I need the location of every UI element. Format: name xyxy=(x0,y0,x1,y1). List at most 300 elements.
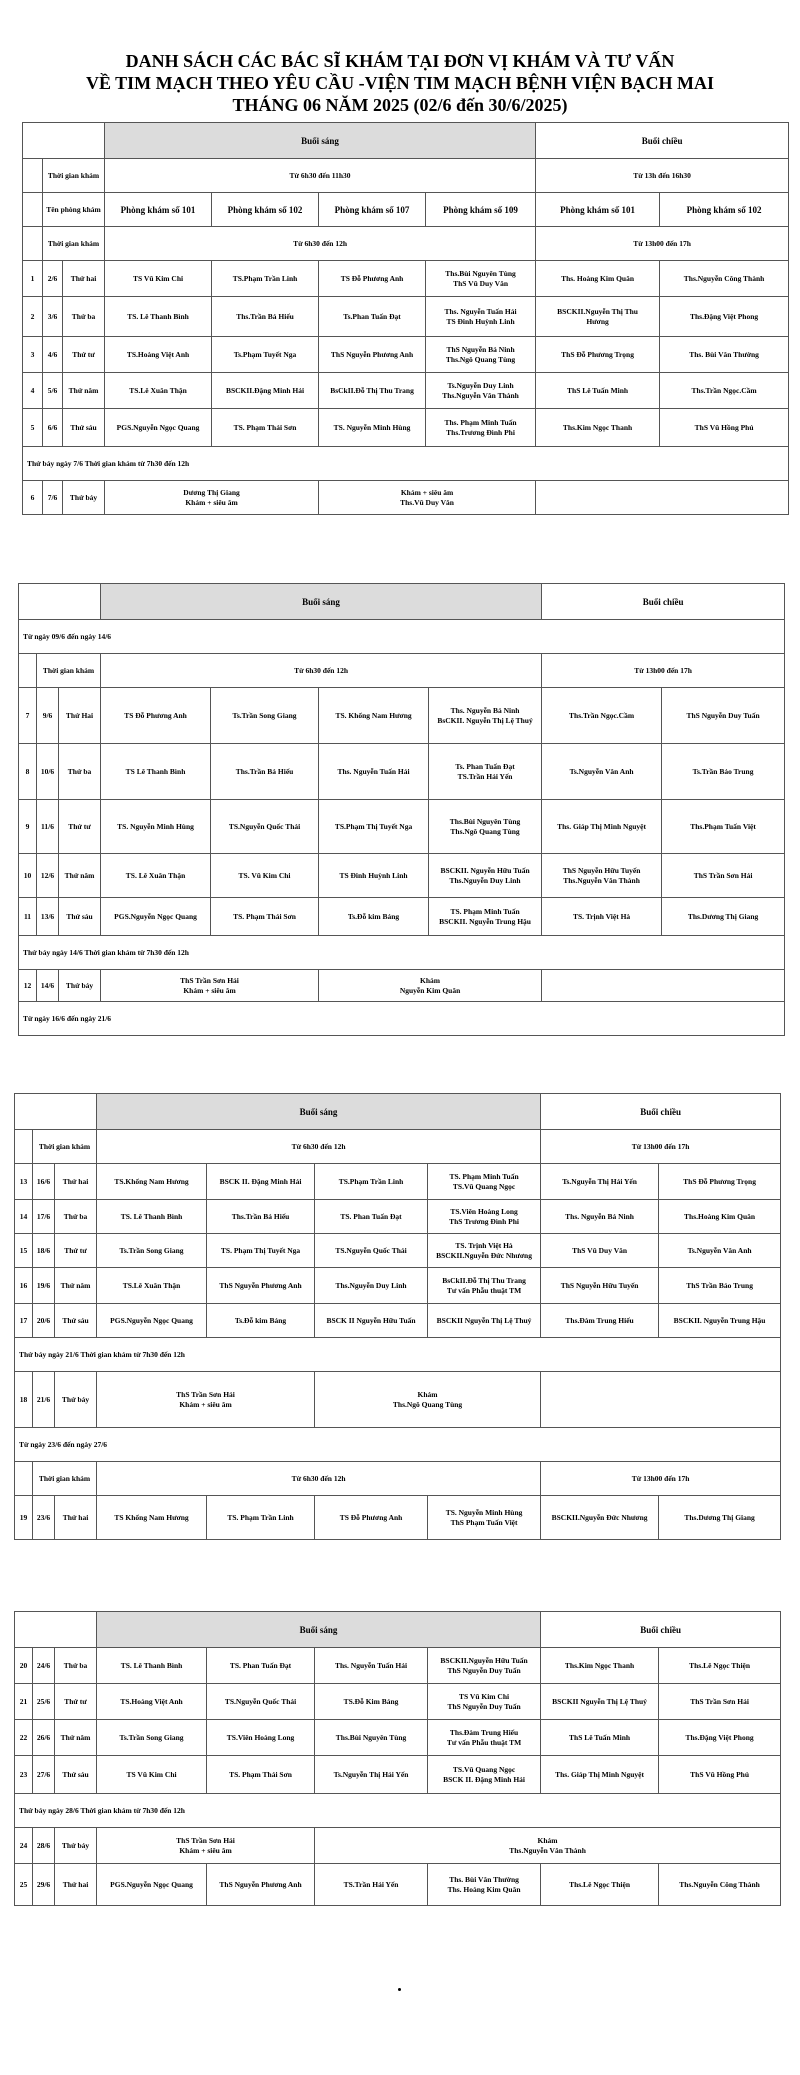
doctor-cell: Ts.Nguyễn Văn Anh xyxy=(542,744,662,800)
doctor-cell: ThS Nguyễn Duy Tuấn xyxy=(662,688,785,744)
doctor-cell xyxy=(429,898,542,936)
row-date: 4/6 xyxy=(43,337,63,373)
row-date: 6/6 xyxy=(43,409,63,447)
doctor-cell: Ts.Phạm Tuyết Nga xyxy=(212,337,319,373)
row-day: Thứ năm xyxy=(59,854,101,898)
row-date: 13/6 xyxy=(37,898,59,936)
table-row xyxy=(15,1864,781,1906)
doctor-line: BSCK II. Đặng Minh Hải xyxy=(443,1774,525,1784)
time-am: Từ 6h30 đến 11h30 xyxy=(105,159,536,193)
doctor-line: Ths.Ngô Quang Tùng xyxy=(392,1399,463,1409)
doctor-cell xyxy=(428,1496,541,1540)
doctor-cell xyxy=(97,1372,315,1428)
empty-header xyxy=(19,584,101,620)
row-no: 18 xyxy=(15,1372,33,1428)
doctor-cell xyxy=(315,1828,781,1864)
doctor-cell: TS Vũ Kim Chi xyxy=(97,1756,207,1794)
doctor-cell: TS Đỗ Phương Anh xyxy=(319,261,426,297)
row-date: 7/6 xyxy=(43,481,63,515)
doctor-cell: ThS Nguyễn Hữu Tuyến xyxy=(541,1268,659,1304)
row-no: 15 xyxy=(15,1234,33,1268)
row-no: 24 xyxy=(15,1828,33,1864)
doctor-cell: Ths.Kim Ngọc Thanh xyxy=(536,409,660,447)
room-pm-101: Phòng khám số 101 xyxy=(536,193,660,227)
doctor-cell: BSCKII.Nguyễn Đức Nhương xyxy=(541,1496,659,1540)
doctor-cell xyxy=(428,1864,541,1906)
doctor-cell xyxy=(429,854,542,898)
doctor-line: ThS Trần Sơn Hải xyxy=(180,975,239,985)
doctor-cell: PGS.Nguyễn Ngọc Quang xyxy=(101,898,211,936)
doctor-cell: ThS Trần Sơn Hải xyxy=(662,854,785,898)
row-day: Thứ sáu xyxy=(55,1304,97,1338)
doctor-cell xyxy=(105,481,319,515)
morning-header: Buổi sáng xyxy=(97,1612,541,1648)
doctor-cell: Ths.Kim Ngọc Thanh xyxy=(541,1648,659,1684)
doctor-cell xyxy=(429,688,542,744)
empty-cell xyxy=(536,481,789,515)
doctor-line: ThS Trương Đình Phi xyxy=(449,1216,519,1226)
row-date: 21/6 xyxy=(33,1372,55,1428)
row-date: 17/6 xyxy=(33,1200,55,1234)
row-no: 6 xyxy=(23,481,43,515)
row-day: Thứ hai xyxy=(55,1864,97,1906)
doctor-cell: TS Đỗ Phương Anh xyxy=(315,1496,428,1540)
row-no: 11 xyxy=(19,898,37,936)
blank-cell xyxy=(15,1462,33,1496)
doctor-cell: Ts.Trần Song Giang xyxy=(97,1234,207,1268)
row-date: 9/6 xyxy=(37,688,59,744)
doctor-cell xyxy=(319,970,542,1002)
doctor-cell: TS. Nguyễn Minh Hùng xyxy=(101,800,211,854)
doctor-line: Tư vấn Phẫu thuật TM xyxy=(446,1737,522,1747)
row-date: 29/6 xyxy=(33,1864,55,1906)
doctor-cell: ThS Trần Sơn Hải xyxy=(659,1684,781,1720)
table-row xyxy=(15,1756,781,1794)
doctor-cell: TS. Lê Thanh Bình xyxy=(97,1648,207,1684)
doctor-cell: TS Vũ Kim Chi xyxy=(105,261,212,297)
doctor-cell xyxy=(426,261,536,297)
doctor-cell: PGS.Nguyễn Ngọc Quang xyxy=(105,409,212,447)
table-row xyxy=(15,1828,781,1864)
row-day: Thứ sáu xyxy=(59,898,101,936)
time-pm: Từ 13h00 đến 17h xyxy=(541,1130,781,1164)
doctor-cell: Ths.Nguyễn Công Thành xyxy=(660,261,789,297)
page-dot xyxy=(398,1988,401,1991)
note-line: Khám xyxy=(420,975,441,985)
blank-cell xyxy=(23,159,43,193)
doctor-cell: Ths.Đặng Việt Phong xyxy=(660,297,789,337)
row-no: 19 xyxy=(15,1496,33,1540)
doctor-cell: ThS Đỗ Phương Trọng xyxy=(659,1164,781,1200)
doctor-line: Ths.Đàm Trung Hiếu xyxy=(449,1727,519,1737)
row-day: Thứ bảy xyxy=(55,1828,97,1864)
doctor-line: TS Vũ Kim Chi xyxy=(459,1691,510,1701)
room-am-109: Phòng khám số 109 xyxy=(426,193,536,227)
row-day: Thứ sáu xyxy=(55,1756,97,1794)
doctor-cell: Ts.Nguyễn Văn Anh xyxy=(659,1234,781,1268)
doctor-cell xyxy=(101,970,319,1002)
doctor-cell: Ths. Bùi Văn Thường xyxy=(660,337,789,373)
doctor-cell: ThS Lê Tuấn Minh xyxy=(541,1720,659,1756)
doctor-cell xyxy=(428,1164,541,1200)
time-pm: Từ 13h00 đến 17h xyxy=(541,1462,781,1496)
schedule-table-1 xyxy=(22,122,789,515)
doctor-line: Ths.Nguyễn Duy Linh xyxy=(449,875,521,885)
doctor-line: Ths. Hoàng Kim Quân xyxy=(447,1884,521,1894)
doctor-cell: ThS Vũ Duy Văn xyxy=(541,1234,659,1268)
row-no: 12 xyxy=(19,970,37,1002)
doctor-cell: Ths.Dương Thị Giang xyxy=(662,898,785,936)
blank-cell xyxy=(23,227,43,261)
time-pm: Từ 13h đến 16h30 xyxy=(536,159,789,193)
doctor-cell: PGS.Nguyễn Ngọc Quang xyxy=(97,1304,207,1338)
doctor-line: Ths. Phạm Minh Tuấn xyxy=(444,417,517,427)
doctor-cell: BSCKII. Nguyễn Trung Hậu xyxy=(659,1304,781,1338)
doctor-line: Ths. Nguyễn Bá Ninh xyxy=(450,705,520,715)
table-row xyxy=(23,373,789,409)
morning-header: Buổi sáng xyxy=(105,123,536,159)
row-no: 17 xyxy=(15,1304,33,1338)
doctor-cell: Ths.Đặng Việt Phong xyxy=(659,1720,781,1756)
afternoon-header: Buổi chiều xyxy=(541,1094,781,1130)
table-row xyxy=(23,409,789,447)
row-no: 4 xyxy=(23,373,43,409)
doctor-cell: TS.Phạm Thị Tuyết Nga xyxy=(319,800,429,854)
doctor-line: Ths.Nguyễn Văn Thành xyxy=(563,875,640,885)
doctor-line: ThS Vũ Duy Văn xyxy=(453,278,509,288)
row-date: 20/6 xyxy=(33,1304,55,1338)
doctor-cell: TS.Nguyễn Quốc Thái xyxy=(211,800,319,854)
doctor-line: TS. Trịnh Việt Hà xyxy=(455,1240,513,1250)
doctor-cell: TS.Lê Xuân Thận xyxy=(105,373,212,409)
doctor-cell: Ths. Nguyễn Bá Ninh xyxy=(541,1200,659,1234)
row-day: Thứ ba xyxy=(59,744,101,800)
row-day: Thứ bảy xyxy=(59,970,101,1002)
table-row xyxy=(15,1496,781,1540)
empty-header xyxy=(23,123,105,159)
table-row xyxy=(19,854,785,898)
doctor-cell: Ts.Đỗ kim Bảng xyxy=(319,898,429,936)
row-day: Thứ bảy xyxy=(63,481,105,515)
row-no: 13 xyxy=(15,1164,33,1200)
doctor-line: Ths.Trương Đình Phi xyxy=(446,427,515,437)
row-date: 14/6 xyxy=(37,970,59,1002)
date-range: Từ ngày 16/6 đến ngày 21/6 xyxy=(19,1002,785,1036)
blank-cell xyxy=(23,193,43,227)
schedule-table-2 xyxy=(18,583,785,1036)
doctor-line: Ths.Bùi Nguyên Tùng xyxy=(449,816,521,826)
doctor-cell: TS.Phạm Trần Linh xyxy=(315,1164,428,1200)
doctor-cell xyxy=(428,1648,541,1684)
doctor-cell xyxy=(428,1756,541,1794)
doctor-cell xyxy=(319,481,536,515)
note-line: Khám + siêu âm xyxy=(185,497,238,507)
doctor-line: TS.Vũ Quang Ngọc xyxy=(452,1181,516,1191)
doctor-cell: Ts.Nguyễn Thị Hải Yến xyxy=(541,1164,659,1200)
table-row xyxy=(15,1234,781,1268)
doctor-cell: Ths.Đàm Trung Hiếu xyxy=(541,1304,659,1338)
row-day: Thứ hai xyxy=(55,1164,97,1200)
doctor-cell: Ts.Đỗ kim Bảng xyxy=(207,1304,315,1338)
doctor-line: ThS Nguyễn Duy Tuấn xyxy=(447,1701,521,1711)
doctor-cell: Ts.Trần Bảo Trung xyxy=(662,744,785,800)
doctor-line: BSCKII. Nguyễn Trung Hậu xyxy=(439,916,531,926)
doctor-cell xyxy=(429,744,542,800)
row-day: Thứ tư xyxy=(55,1684,97,1720)
doctor-cell: Ths.Trần Ngọc.Cầm xyxy=(660,373,789,409)
doctor-cell: TS.Trần Hải Yến xyxy=(315,1864,428,1906)
time-label: Thời gian khám xyxy=(43,227,105,261)
row-date: 24/6 xyxy=(33,1648,55,1684)
row-no: 10 xyxy=(19,854,37,898)
row-no: 9 xyxy=(19,800,37,854)
row-day: Thứ tư xyxy=(55,1234,97,1268)
note-line: Khám xyxy=(417,1389,438,1399)
doctor-line: TS. Phạm Minh Tuấn xyxy=(450,906,520,916)
doctor-line: Dương Thị Giang xyxy=(183,487,240,497)
doctor-line: ThS Nguyễn Duy Tuấn xyxy=(447,1665,521,1675)
room-am-107: Phòng khám số 107 xyxy=(319,193,426,227)
row-day: Thứ năm xyxy=(55,1720,97,1756)
row-date: 19/6 xyxy=(33,1268,55,1304)
time-label: Thời gian khám xyxy=(33,1130,97,1164)
row-date: 18/6 xyxy=(33,1234,55,1268)
doctor-cell: Ths.Trần Ngọc.Cầm xyxy=(542,688,662,744)
room-am-102: Phòng khám số 102 xyxy=(212,193,319,227)
note-line: Khám + siêu âm xyxy=(183,985,236,995)
note-line: Khám + siêu âm xyxy=(179,1399,232,1409)
afternoon-header: Buổi chiều xyxy=(536,123,789,159)
doctor-cell: Ths. Nguyễn Tuấn Hải xyxy=(319,744,429,800)
note-line: Khám + siêu âm xyxy=(400,487,454,497)
doctor-cell: ThS Vũ Hồng Phú xyxy=(659,1756,781,1794)
doc-title-line2: VỀ TIM MẠCH THEO YÊU CẦU -VIỆN TIM MẠCH BỆNH VIỆN BẠCH MAI xyxy=(85,73,715,93)
doctor-line: BsCKII. Nguyễn Thị Lệ Thuý xyxy=(437,715,533,725)
row-day: Thứ ba xyxy=(63,297,105,337)
afternoon-header: Buổi chiều xyxy=(542,584,785,620)
doctor-line: ThS Phạm Tuấn Việt xyxy=(450,1517,518,1527)
note-line: Khám xyxy=(537,1835,558,1845)
row-day: Thứ ba xyxy=(55,1648,97,1684)
row-date: 12/6 xyxy=(37,854,59,898)
table-row xyxy=(15,1304,781,1338)
doctor-cell: TS.Nguyễn Quốc Thái xyxy=(315,1234,428,1268)
doctor-cell xyxy=(428,1268,541,1304)
row-date: 10/6 xyxy=(37,744,59,800)
time-am: Từ 6h30 đến 12h xyxy=(101,654,542,688)
saturday-note: Thứ bảy ngày 7/6 Thời gian khám từ 7h30 đến 12h xyxy=(23,447,789,481)
doctor-cell: BsCkII.Đỗ Thị Thu Trang xyxy=(319,373,426,409)
doctor-cell: ThS Nguyễn Phương Anh xyxy=(319,337,426,373)
row-no: 20 xyxy=(15,1648,33,1684)
doctor-line: Ths.Ngô Quang Tùng xyxy=(450,826,520,836)
doctor-cell: TS. Phạm Thị Tuyết Nga xyxy=(207,1234,315,1268)
doctor-line: ThS Nguyễn Bá Ninh xyxy=(446,344,515,354)
row-day: Thứ Hai xyxy=(59,688,101,744)
blank-cell xyxy=(15,1130,33,1164)
doctor-cell xyxy=(428,1234,541,1268)
doctor-line: Ts.Nguyễn Duy Linh xyxy=(447,380,514,390)
doctor-cell xyxy=(315,1372,541,1428)
table-row xyxy=(19,744,785,800)
doctor-cell: TS. Phan Tuấn Đạt xyxy=(315,1200,428,1234)
row-day: Thứ sáu xyxy=(63,409,105,447)
doctor-cell: Ths.Dương Thị Giang xyxy=(659,1496,781,1540)
row-day: Thứ tư xyxy=(63,337,105,373)
doctor-line: BSCKII.Nguyễn Đức Nhương xyxy=(436,1250,532,1260)
row-no: 25 xyxy=(15,1864,33,1906)
room-am-101: Phòng khám số 101 xyxy=(105,193,212,227)
doctor-cell: TS. Trịnh Việt Hà xyxy=(542,898,662,936)
time-am: Từ 6h30 đến 12h xyxy=(97,1130,541,1164)
doctor-cell: Ths. Giáp Thị Minh Nguyệt xyxy=(542,800,662,854)
doc-title-line1: DANH SÁCH CÁC BÁC SĨ KHÁM TẠI ĐƠN VỊ KHÁM VÀ TƯ VẤN xyxy=(125,51,675,71)
doctor-cell xyxy=(426,297,536,337)
doctor-cell: TS. Phạm Thái Sơn xyxy=(212,409,319,447)
date-range: Từ ngày 09/6 đến ngày 14/6 xyxy=(19,620,785,654)
table-row xyxy=(15,1268,781,1304)
time-pm: Từ 13h00 đến 17h xyxy=(536,227,789,261)
table-row xyxy=(23,337,789,373)
doctor-line: Tư vấn Phẫu thuật TM xyxy=(446,1285,522,1295)
doctor-cell: ThS Vũ Hồng Phú xyxy=(660,409,789,447)
doctor-line: TS.Trần Hải Yến xyxy=(457,771,513,781)
doctor-line: TS Đinh Huỳnh Linh xyxy=(446,316,515,326)
doctor-line: Ths.Nguyễn Văn Thành xyxy=(509,1845,586,1855)
doctor-cell: BSCK II Nguyễn Hữu Tuấn xyxy=(315,1304,428,1338)
row-date: 27/6 xyxy=(33,1756,55,1794)
doctor-line: Ths.Vũ Duy Văn xyxy=(400,497,454,507)
row-day: Thứ năm xyxy=(63,373,105,409)
row-no: 23 xyxy=(15,1756,33,1794)
doctor-cell: Ths.Trần Bá Hiếu xyxy=(207,1200,315,1234)
doctor-cell: ThS Trần Bảo Trung xyxy=(659,1268,781,1304)
doctor-cell: Ths.Bùi Nguyên Tùng xyxy=(315,1720,428,1756)
row-date: 25/6 xyxy=(33,1684,55,1720)
doctor-cell: TS. Lê Thanh Bình xyxy=(97,1200,207,1234)
doctor-cell xyxy=(428,1200,541,1234)
time-am: Từ 6h30 đến 12h xyxy=(97,1462,541,1496)
row-date: 23/6 xyxy=(33,1496,55,1540)
row-day: Thứ hai xyxy=(63,261,105,297)
row-no: 1 xyxy=(23,261,43,297)
doctor-cell xyxy=(542,854,662,898)
row-day: Thứ hai xyxy=(55,1496,97,1540)
doctor-cell: Ths.Lê Ngọc Thiện xyxy=(541,1864,659,1906)
table-row xyxy=(19,970,785,1002)
time-label: Thời gian khám xyxy=(33,1462,97,1496)
table-row xyxy=(15,1164,781,1200)
time-am: Từ 6h30 đến 12h xyxy=(105,227,536,261)
doctor-cell: TS.Khổng Nam Hương xyxy=(97,1164,207,1200)
doctor-cell: TS Đinh Huỳnh Linh xyxy=(319,854,429,898)
row-no: 21 xyxy=(15,1684,33,1720)
doctor-line: Ths.Nguyễn Văn Thành xyxy=(442,390,519,400)
doctor-line: TS.Viên Hoàng Long xyxy=(450,1206,518,1216)
table-row xyxy=(23,297,789,337)
doctor-cell: TS. Khổng Nam Hương xyxy=(319,688,429,744)
doctor-line: Ts. Phan Tuấn Đạt xyxy=(455,761,515,771)
row-date: 2/6 xyxy=(43,261,63,297)
doctor-cell: Ts.Nguyễn Thị Hải Yến xyxy=(315,1756,428,1794)
doctor-line: Hương xyxy=(586,316,609,326)
doctor-cell: Ths.Lê Ngọc Thiện xyxy=(659,1648,781,1684)
row-date: 16/6 xyxy=(33,1164,55,1200)
empty-header xyxy=(15,1094,97,1130)
time-label: Thời gian khám xyxy=(37,654,101,688)
doctor-cell: TS Khổng Nam Hương xyxy=(97,1496,207,1540)
row-date: 3/6 xyxy=(43,297,63,337)
doctor-cell: TS.Phạm Trần Linh xyxy=(212,261,319,297)
doctor-cell: TS. Phạm Thái Sơn xyxy=(211,898,319,936)
empty-header xyxy=(15,1612,97,1648)
room-label: Tên phòng khám xyxy=(43,193,105,227)
doctor-cell: TS.Nguyễn Quốc Thái xyxy=(207,1684,315,1720)
doctor-cell: TS. Nguyễn Minh Hùng xyxy=(319,409,426,447)
doctor-cell: TS.Hoàng Việt Anh xyxy=(97,1684,207,1720)
row-no: 16 xyxy=(15,1268,33,1304)
row-date: 5/6 xyxy=(43,373,63,409)
saturday-note: Thứ bảy ngày 21/6 Thời gian khám từ 7h30 đến 12h xyxy=(15,1338,781,1372)
doctor-cell: Ths.Hoàng Kim Quân xyxy=(659,1200,781,1234)
doctor-line: BsCkII.Đỗ Thị Thu Trang xyxy=(442,1275,526,1285)
doctor-line: Ths. Nguyễn Tuấn Hải xyxy=(444,306,517,316)
room-pm-102: Phòng khám số 102 xyxy=(660,193,789,227)
doctor-cell: ThS Nguyễn Phương Anh xyxy=(207,1268,315,1304)
row-no: 7 xyxy=(19,688,37,744)
doctor-line: ThS Trần Sơn Hải xyxy=(176,1389,235,1399)
doctor-cell: PGS.Nguyễn Ngọc Quang xyxy=(97,1864,207,1906)
date-range: Từ ngày 23/6 đến ngày 27/6 xyxy=(15,1428,781,1462)
doctor-line: Ths. Bùi Văn Thường xyxy=(449,1874,519,1884)
doctor-line: BSCKII.Nguyễn Thị Thu xyxy=(557,306,638,316)
row-no: 14 xyxy=(15,1200,33,1234)
table-row xyxy=(23,481,789,515)
row-date: 28/6 xyxy=(33,1828,55,1864)
doctor-cell xyxy=(428,1720,541,1756)
row-day: Thứ ba xyxy=(55,1200,97,1234)
doctor-cell: Ths. Nguyễn Tuấn Hải xyxy=(315,1648,428,1684)
doctor-line: TS.Vũ Quang Ngọc xyxy=(452,1764,516,1774)
doctor-cell: BSCK II. Đặng Minh Hải xyxy=(207,1164,315,1200)
doctor-line: Ths.Bùi Nguyên Tùng xyxy=(445,268,516,278)
row-no: 8 xyxy=(19,744,37,800)
doctor-cell xyxy=(429,800,542,854)
schedule-table-3 xyxy=(14,1093,781,1540)
schedule-table-4 xyxy=(14,1611,781,1906)
doctor-cell: TS Lê Thanh Bình xyxy=(101,744,211,800)
table-row xyxy=(19,800,785,854)
doctor-cell: TS. Phạm Thái Sơn xyxy=(207,1756,315,1794)
doctor-cell: Ths.Nguyễn Công Thành xyxy=(659,1864,781,1906)
doctor-line: TS. Phạm Minh Tuấn xyxy=(449,1171,519,1181)
doctor-cell xyxy=(428,1684,541,1720)
doctor-line: TS. Nguyễn Minh Hùng xyxy=(445,1507,523,1517)
doctor-cell: ThS Lê Tuấn Minh xyxy=(536,373,660,409)
morning-header: Buổi sáng xyxy=(101,584,542,620)
doctor-cell: TS. Phan Tuấn Đạt xyxy=(207,1648,315,1684)
doctor-line: ThS Nguyễn Hữu Tuyến xyxy=(562,865,641,875)
empty-cell xyxy=(542,970,785,1002)
doctor-cell: ThS Đỗ Phương Trọng xyxy=(536,337,660,373)
row-no: 5 xyxy=(23,409,43,447)
empty-cell xyxy=(541,1372,781,1428)
doctor-cell: TS.Lê Xuân Thận xyxy=(97,1268,207,1304)
doctor-cell: ThS Nguyễn Phương Anh xyxy=(207,1864,315,1906)
morning-header: Buổi sáng xyxy=(97,1094,541,1130)
doctor-cell: BSCKII.Đặng Minh Hải xyxy=(212,373,319,409)
doctor-cell: Ths. Giáp Thị Minh Nguyệt xyxy=(541,1756,659,1794)
